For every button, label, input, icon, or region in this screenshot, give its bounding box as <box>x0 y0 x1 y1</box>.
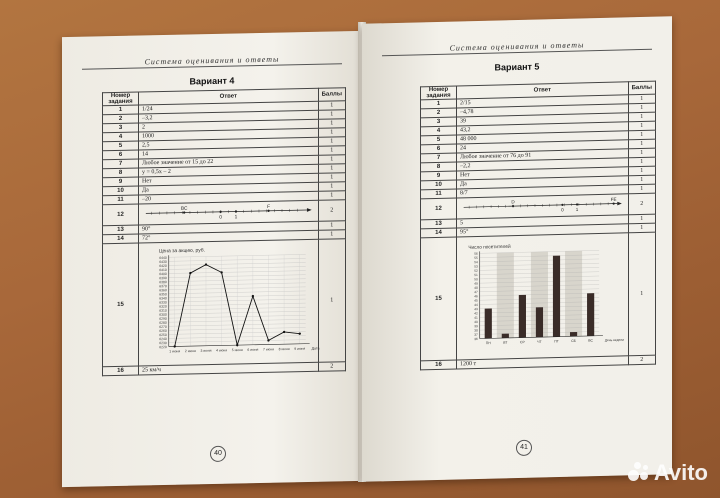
task-number: 4 <box>421 126 457 136</box>
points-header: Баллы <box>318 88 345 102</box>
y-tick-label: 6390 <box>159 276 167 281</box>
task-number: 7 <box>103 159 139 169</box>
left-page <box>62 31 362 487</box>
answer-cell: 25 км/ч <box>139 362 319 375</box>
avito-logo-icon <box>628 462 650 484</box>
points-cell: 1 <box>628 184 655 194</box>
variant-title: Вариант 4 <box>189 75 235 87</box>
answer-cell: –20 <box>139 191 319 204</box>
task-number: 11 <box>421 189 457 199</box>
y-tick-label: 53 <box>474 264 478 269</box>
answer-cell: 1200 т <box>457 356 629 369</box>
page-number: 41 <box>516 440 532 456</box>
task-number: 13 <box>421 219 457 229</box>
task-number: 10 <box>421 180 457 190</box>
running-header: Система оценивания и ответы <box>449 40 585 53</box>
bar <box>502 334 509 338</box>
points-cell: 1 <box>318 128 345 138</box>
y-tick-label: 48 <box>474 285 478 290</box>
y-tick-label: 6350 <box>159 292 167 297</box>
y-tick-label: 6230 <box>159 341 167 346</box>
points-cell: 2 <box>628 355 655 365</box>
answer-cell: 14 <box>139 146 319 159</box>
y-tick-label: 44 <box>474 302 478 307</box>
answer-cell: Любое значение от 15 до 22 <box>139 155 319 168</box>
points-cell: 1 <box>318 110 345 120</box>
task-number: 8 <box>421 162 457 172</box>
variant-title: Вариант 5 <box>494 61 540 73</box>
points-cell: 2 <box>318 362 345 372</box>
answer-cell: 2,5 <box>139 137 319 150</box>
task-number: 14 <box>421 228 457 238</box>
answer-cell: y = 0,5x – 2 <box>139 164 319 177</box>
points-cell: 1 <box>318 173 345 183</box>
avito-watermark <box>628 460 708 486</box>
points-cell: 1 <box>628 148 655 158</box>
y-tick-label: 55 <box>474 255 478 261</box>
x-axis-label: День недели <box>604 337 624 343</box>
number-line-label: 1 <box>575 206 579 212</box>
chart-title: Число посетителей <box>468 244 511 251</box>
task-number: 12 <box>103 204 139 226</box>
y-tick-label: 36 <box>474 336 478 342</box>
x-tick-label: 5 июня <box>231 347 243 353</box>
data-point <box>252 295 254 297</box>
table-row <box>103 239 346 367</box>
y-tick-label: 6340 <box>159 296 167 301</box>
y-tick-label: 6270 <box>159 324 167 329</box>
y-tick-label: 51 <box>474 273 478 278</box>
points-header: Баллы <box>628 81 655 95</box>
task-number: 6 <box>421 144 457 154</box>
bar <box>587 293 594 336</box>
right-page <box>362 16 672 482</box>
task-header: Номер задания <box>421 86 457 100</box>
answer-cell: 1000 <box>139 128 319 141</box>
answer-cell: 48 000 <box>457 131 629 144</box>
y-tick-label: 46 <box>474 294 478 299</box>
y-tick-label: 6320 <box>159 304 167 309</box>
x-tick-label: ЧТ <box>537 339 542 344</box>
chart-title: Цена за акцию, руб. <box>158 248 205 255</box>
task-header: Номер задания <box>103 92 139 106</box>
points-cell: 1 <box>628 121 655 131</box>
answer-cell: 90° <box>139 221 319 234</box>
task-number: 3 <box>421 117 457 127</box>
points-cell: 1 <box>318 221 345 231</box>
answer-cell: –2,2 <box>457 158 629 171</box>
task-number: 14 <box>103 234 139 244</box>
number-line-label: 1 <box>234 215 238 221</box>
points-cell: 1 <box>628 94 655 104</box>
points-cell: 2 <box>318 200 345 222</box>
x-tick-label: 7 июня <box>263 347 274 352</box>
answer-cell: –4,78 <box>457 104 629 117</box>
y-tick-label: 6240 <box>159 336 167 342</box>
bar <box>485 308 492 338</box>
points-cell: 1 <box>318 137 345 147</box>
answer-cell: Нет <box>457 167 629 180</box>
y-tick-label: 41 <box>474 315 478 320</box>
y-tick-label: 6420 <box>159 263 167 269</box>
answer-cell: Нет <box>139 173 319 186</box>
x-tick-label: 9 июня <box>294 346 306 351</box>
y-tick-label: 54 <box>474 260 478 265</box>
points-cell: 1 <box>628 214 655 224</box>
answers-table <box>102 87 346 376</box>
y-tick-label: 6440 <box>159 255 167 260</box>
y-tick-label: 6300 <box>159 312 167 317</box>
y-tick-label: 43 <box>474 307 478 312</box>
y-tick-label: 6260 <box>159 328 167 334</box>
task-number: 13 <box>103 225 139 235</box>
task-number: 5 <box>103 141 139 151</box>
answer-cell: 43,2 <box>457 122 629 135</box>
points-cell: 1 <box>628 157 655 167</box>
answer-cell: 24 <box>457 140 629 153</box>
number-line-label: F <box>267 204 271 210</box>
x-tick-label: ПН <box>485 341 491 346</box>
y-tick-label: 6360 <box>159 288 167 293</box>
open-workbook <box>62 14 672 476</box>
points-cell: 1 <box>628 103 655 113</box>
points-cell: 1 <box>318 191 345 201</box>
points-cell: 1 <box>318 230 345 240</box>
answer-cell: 2/15 <box>457 95 629 108</box>
data-point <box>267 339 269 341</box>
answer-cell: 1/24 <box>139 101 319 114</box>
answer-cell: 95° <box>457 224 629 237</box>
points-cell: 1 <box>318 239 345 363</box>
task-number: 16 <box>103 366 139 376</box>
task-number: 7 <box>421 153 457 163</box>
answer-header: Ответ <box>139 88 319 105</box>
bar <box>536 307 543 337</box>
points-cell: 1 <box>318 155 345 165</box>
task-number: 12 <box>421 198 457 220</box>
points-cell: 1 <box>628 112 655 122</box>
answer-cell <box>139 200 319 225</box>
y-tick-label: 37 <box>474 332 478 337</box>
task-number: 8 <box>103 168 139 178</box>
y-tick-label: 50 <box>474 277 478 282</box>
y-tick-label: 38 <box>474 328 478 333</box>
points-cell: 1 <box>628 175 655 185</box>
x-tick-label: 1 июня <box>169 349 181 354</box>
watermark-text: Avito <box>653 460 708 485</box>
answers-table <box>420 81 656 371</box>
task-number: 10 <box>103 186 139 196</box>
points-cell: 1 <box>628 139 655 149</box>
y-tick-label: 6380 <box>159 280 167 285</box>
points-cell: 1 <box>318 182 345 192</box>
answer-cell: 72° <box>139 230 319 243</box>
y-tick-label: 6310 <box>159 308 167 313</box>
y-tick-label: 6430 <box>159 259 167 265</box>
task-number: 2 <box>103 114 139 124</box>
data-point <box>283 331 285 333</box>
y-tick-label: 6290 <box>159 316 167 321</box>
answer-cell: 2 <box>139 119 319 132</box>
points-cell: 1 <box>628 130 655 140</box>
points-cell: 1 <box>628 232 655 356</box>
y-tick-label: 6410 <box>159 267 167 273</box>
bar <box>553 256 560 337</box>
page-number: 40 <box>210 446 226 462</box>
stock-price-chart <box>139 240 318 364</box>
answer-header: Ответ <box>457 82 629 99</box>
points-cell: 1 <box>628 166 655 176</box>
y-tick-label: 39 <box>474 324 478 329</box>
task-number: 3 <box>103 123 139 133</box>
task-number: 2 <box>421 108 457 118</box>
task-number: 5 <box>421 135 457 145</box>
task-number: 9 <box>103 177 139 187</box>
points-cell: 1 <box>318 164 345 174</box>
answer-cell: Любое значение от 76 до 91 <box>457 149 629 162</box>
bar <box>570 332 577 336</box>
x-axis-label: Дата <box>311 346 320 351</box>
y-tick-label: 6370 <box>159 284 167 289</box>
data-point <box>236 344 238 346</box>
points-cell: 1 <box>318 146 345 156</box>
y-tick-label: 42 <box>474 311 478 316</box>
number-line-label: BC <box>180 206 188 212</box>
data-point <box>189 272 191 274</box>
answer-cell: Да <box>457 176 629 189</box>
x-tick-label: 6 июня <box>247 347 259 352</box>
y-tick-label: 52 <box>474 268 478 273</box>
bar <box>519 295 526 338</box>
y-tick-label: 6250 <box>159 332 167 338</box>
y-tick-label: 49 <box>474 281 478 286</box>
running-header: Система оценивания и ответы <box>144 54 280 67</box>
number-line-label: D <box>511 199 515 205</box>
y-tick-label: 6330 <box>159 300 167 305</box>
task-number: 9 <box>421 171 457 181</box>
y-tick-label: 6220 <box>159 345 167 350</box>
data-point <box>174 345 176 347</box>
number-line <box>460 194 625 216</box>
points-cell: 1 <box>318 101 345 111</box>
task-number: 15 <box>103 243 139 367</box>
table-row <box>421 232 656 361</box>
x-tick-label: 3 июня <box>200 348 212 353</box>
answer-cell: –3,2 <box>139 110 319 123</box>
x-tick-label: ПТ <box>554 339 559 344</box>
task-number: 15 <box>421 237 457 361</box>
number-line <box>142 201 315 223</box>
answer-cell: 39 <box>457 113 629 126</box>
y-tick-label: 6280 <box>159 320 167 325</box>
points-cell: 1 <box>628 223 655 233</box>
answer-cell: 8/7 <box>457 185 629 198</box>
task-number: 11 <box>103 195 139 205</box>
x-tick-label: СР <box>520 340 525 345</box>
task-number: 6 <box>103 150 139 160</box>
y-tick-label: 56 <box>474 251 478 256</box>
x-tick-label: ВТ <box>503 340 508 345</box>
y-tick-label: 47 <box>474 290 478 295</box>
x-tick-label: 4 июня <box>216 348 228 353</box>
visitors-bar-chart <box>457 233 628 357</box>
number-line-label: FE <box>610 196 617 202</box>
y-tick-label: 6400 <box>159 272 167 277</box>
x-tick-label: СБ <box>571 338 576 344</box>
answer-cell: 5 <box>457 215 629 228</box>
task-number: 1 <box>103 105 139 115</box>
points-cell: 2 <box>628 193 655 215</box>
answer-cell <box>139 239 319 366</box>
answer-cell: Да <box>139 182 319 195</box>
data-point <box>299 332 301 334</box>
answer-cell <box>457 233 629 360</box>
task-number: 16 <box>421 360 457 370</box>
points-cell: 1 <box>318 119 345 129</box>
x-tick-label: ВС <box>588 338 593 343</box>
task-number: 4 <box>103 132 139 142</box>
x-tick-label: 2 июня <box>184 348 196 354</box>
task-number: 1 <box>421 99 457 109</box>
y-tick-label: 45 <box>474 298 478 303</box>
y-tick-label: 40 <box>474 319 478 325</box>
number-line-label: 0 <box>219 215 222 221</box>
x-tick-label: 8 июня <box>278 346 290 352</box>
number-line-label: 0 <box>561 207 564 213</box>
